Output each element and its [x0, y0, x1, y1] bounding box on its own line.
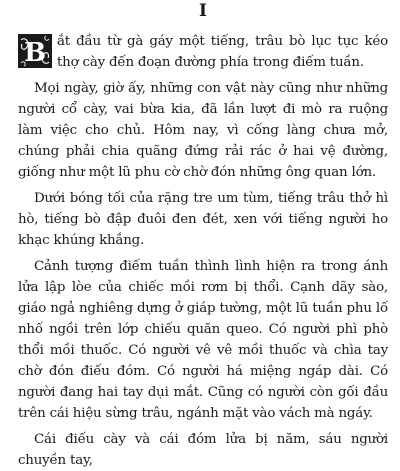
- paragraph-3: Dưới bóng tối của rặng tre um tùm, tiếng trâu thở hì hò, tiếng bò đập đuôi đen đét, xen với tiếng người ho khạc khúng khắng.: [18, 191, 388, 248]
- paragraph-1: [18, 31, 388, 73]
- dropcap: [18, 34, 52, 68]
- dropcap-letter: B: [24, 38, 46, 68]
- chapter-body: [18, 31, 388, 471]
- chapter-number: I: [199, 1, 207, 21]
- paragraph-5: Cái điếu cày và cái đóm lửa bị năm, sáu người chuyền tay,: [18, 432, 388, 468]
- paragraph-1-text: ắt đầu từ gà gáy một tiếng, trâu bò lục tục kéo thợ cày đến đoạn đường phía trong điếm tuần.: [57, 34, 388, 70]
- paragraph-4: Cảnh tượng điếm tuần thình lình hiện ra trong ánh lửa lập lòe của chiếc mồi rơm bị thổi. Cạnh dãy sào, giáo ngả nghiêng dựng ở giáp tường, một lũ tuần phu lố nhố ngồi trên lớp chiếu quăn queo. Có người phì phò thổi mồi thuốc. Có người vê vê mồi thuốc và chìa tay chờ đón điếu đóm. Có người há miệng ngáp dài. Có người đang hai tay dụi mắt. Cũng có người còn gối đầu trên cái hiệu sừng trâu, ngánh mặt vào vách mà ngáy.: [18, 259, 388, 421]
- dropcap-ornament-icon: [18, 34, 52, 68]
- paragraph-2: Mọi ngày, giờ ấy, những con vật này cũng như những người cổ cày, vai bừa kia, đã lần lượt đi mò ra ruộng làm việc cho chủ. Hôm nay, vì cống làng chưa mở, chúng phải chia quãng đứng rải rác ở hai vệ đường, giống như một lũ phu cờ chờ đón những ông quan lớn.: [18, 81, 388, 180]
